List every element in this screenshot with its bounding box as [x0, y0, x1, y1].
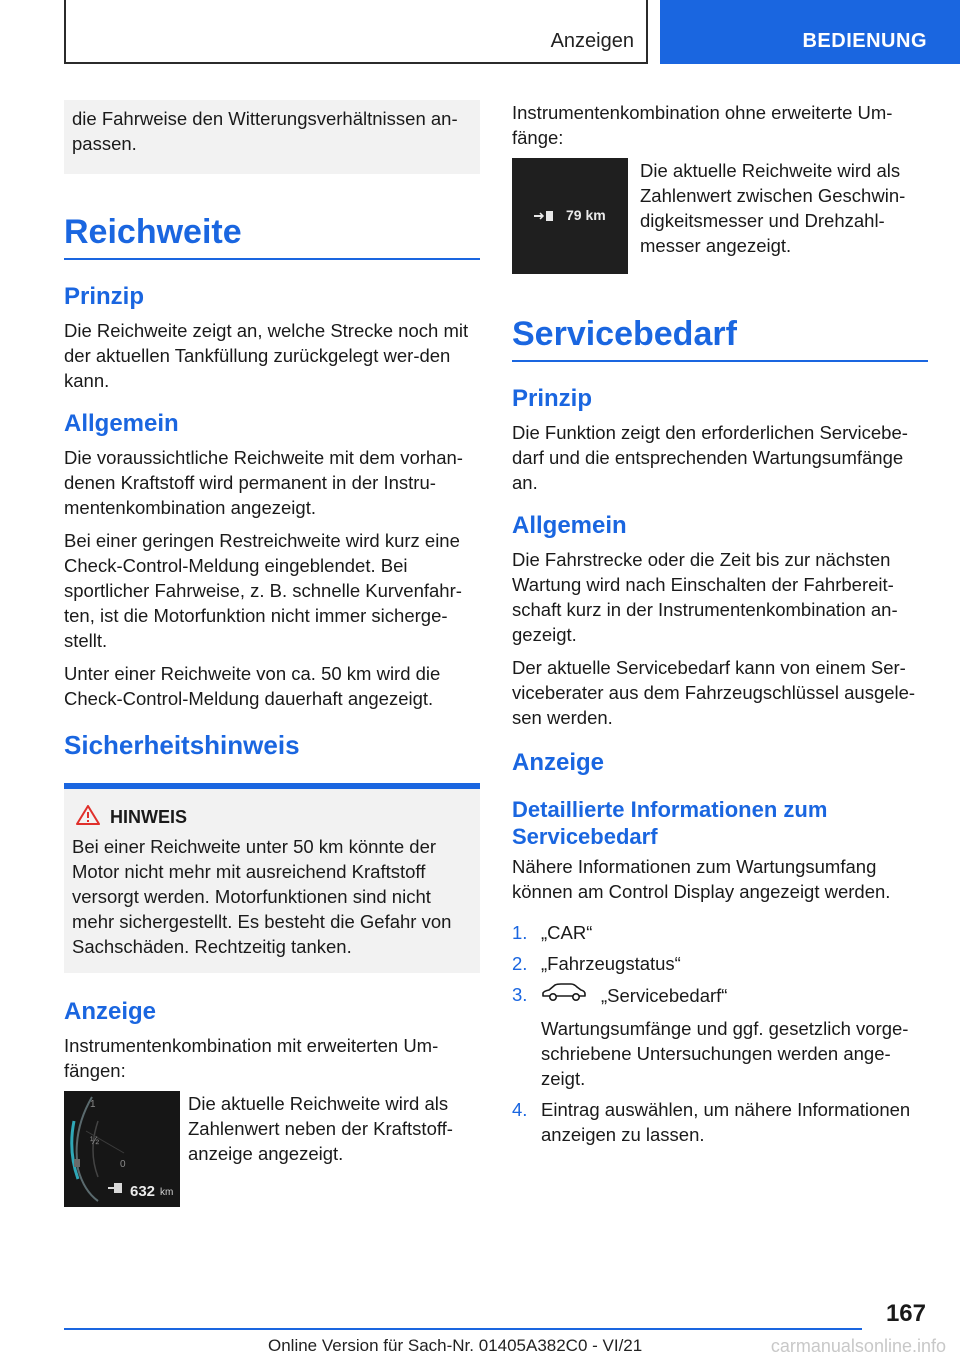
heading-detail-info: Detaillierte Informationen zum Servicebedarf	[512, 797, 828, 849]
steps-list	[512, 920, 928, 1147]
step-3-sub: Wartungsumfänge und ggf. gesetzlich vorge-schriebene Untersuchungen werden ange-zeigt.	[541, 1018, 909, 1089]
warning-note	[64, 783, 480, 973]
allgemein-p2: Bei einer geringen Restreichweite wird kurz eine Check-Control-Meldung eingeblendet. Bei sportlicher Fahrweise, z. B. schnelle Kurvenfahr-ten, ist die Motorfunktion nicht immer sicherge-stellt.	[64, 530, 462, 651]
gauge-half-label: ½	[90, 1135, 100, 1147]
gauge-zero-label: 0	[120, 1159, 126, 1170]
anzeige-intro: Instrumentenkombination mit erweiterten Um-fängen:	[64, 1035, 439, 1081]
step-3-label: „Servicebedarf“	[601, 984, 728, 1006]
list-item: 3. „Servicebedarf“ Wartungsumfänge und ggf. gesetzlich vorge-schriebene Untersuchungen werden ange-zeigt.	[512, 982, 928, 1091]
header-section-label: Anzeigen	[550, 30, 634, 52]
header-chapter-tab	[660, 0, 960, 64]
note-label: HINWEIS	[110, 807, 188, 827]
gauge-one-label: 1	[90, 1099, 96, 1110]
footer-online-version: Online Version für Sach-Nr. 01405A382C0 - VI/21	[268, 1336, 643, 1355]
heading-servicebedarf: Servicebedarf	[512, 314, 928, 362]
cluster-range-value: 632	[130, 1183, 156, 1200]
instrument-cluster-image	[64, 1091, 180, 1207]
header-section-tab	[64, 0, 648, 64]
list-item: 2. „Fahrzeugstatus“	[512, 953, 681, 974]
note-text: Bei einer Reichweite unter 50 km könnte der Motor nicht mehr mit ausreichend Kraftstoff versorgt werden. Motorfunktionen sind nicht mehr sichergestellt. Es besteht die Gefahr von Sachschäden. Rechtzeitig tanken.	[72, 836, 452, 957]
heading-anzeige: Anzeige	[64, 998, 157, 1025]
header-chapter-label: BEDIENUNG	[802, 30, 927, 52]
car-icon	[541, 982, 587, 1008]
right-intro: Instrumentenkombination ohne erweiterte Um-fänge:	[512, 102, 893, 148]
footer-divider	[64, 1328, 862, 1330]
allgemein-p3: Unter einer Reichweite von ca. 50 km wird die Check-Control-Meldung dauerhaft angezeigt.	[64, 663, 441, 709]
service-prinzip-text: Die Funktion zeigt den erforderlichen Servicebe-darf und die entsprechenden Wartungsumfänge an.	[512, 422, 908, 493]
cluster-range-unit: km	[160, 1187, 174, 1198]
heading-service-prinzip: Prinzip	[512, 385, 593, 412]
service-allgemein-p2: Der aktuelle Servicebedarf kann von einem Ser-viceberater aus dem Fahrzeugschlüssel ausgele-sen werden.	[512, 657, 916, 728]
heading-service-allgemein: Allgemein	[512, 512, 627, 539]
heading-service-anzeige: Anzeige	[512, 749, 605, 776]
prinzip-text: Die Reichweite zeigt an, welche Strecke noch mit der aktuellen Tankfüllung zurückgelegt wer-den kann.	[64, 320, 469, 391]
intro-text: die Fahrweise den Witterungsverhältnissen an-passen.	[72, 108, 458, 154]
detail-text: Nähere Informationen zum Wartungsumfang können am Control Display angezeigt werden.	[512, 856, 891, 902]
watermark: carmanualsonline.info	[770, 1336, 946, 1356]
range-display-image	[512, 158, 628, 274]
anzeige-desc: Die aktuelle Reichweite wird als Zahlenwert neben der Kraftstoff-anzeige angezeigt.	[188, 1093, 453, 1164]
intro-box	[64, 100, 480, 174]
service-allgemein-p1: Die Fahrstrecke oder die Zeit bis zur nächsten Wartung wird nach Einschalten der Fahrbereit-schaft kurz in der Instrumentenkombination an-gezeigt.	[512, 549, 898, 645]
allgemein-p1: Die voraussichtliche Reichweite mit dem vorhan-denen Kraftstoff wird permanent in der Instru-mentenkombination angezeigt.	[64, 447, 463, 518]
warning-triangle-icon	[76, 805, 100, 830]
right-anzeige-desc: Die aktuelle Reichweite wird als Zahlenwert zwischen Geschwin-digkeitsmesser und Drehzahl-messer angezeigt.	[640, 160, 906, 256]
heading-allgemein: Allgemein	[64, 410, 179, 437]
left-column	[64, 100, 480, 1207]
list-item: 1. „CAR“	[512, 922, 593, 943]
heading-sicherheitshinweis: Sicherheitshinweis	[64, 730, 300, 760]
heading-prinzip: Prinzip	[64, 283, 145, 310]
list-item: 4. Eintrag auswählen, um nähere Informationen anzeigen zu lassen.	[512, 1099, 911, 1145]
right-column	[512, 100, 928, 1153]
range-display-value: 79 km	[566, 207, 606, 223]
page-number: 167	[885, 1300, 926, 1327]
heading-reichweite: Reichweite	[64, 212, 480, 260]
